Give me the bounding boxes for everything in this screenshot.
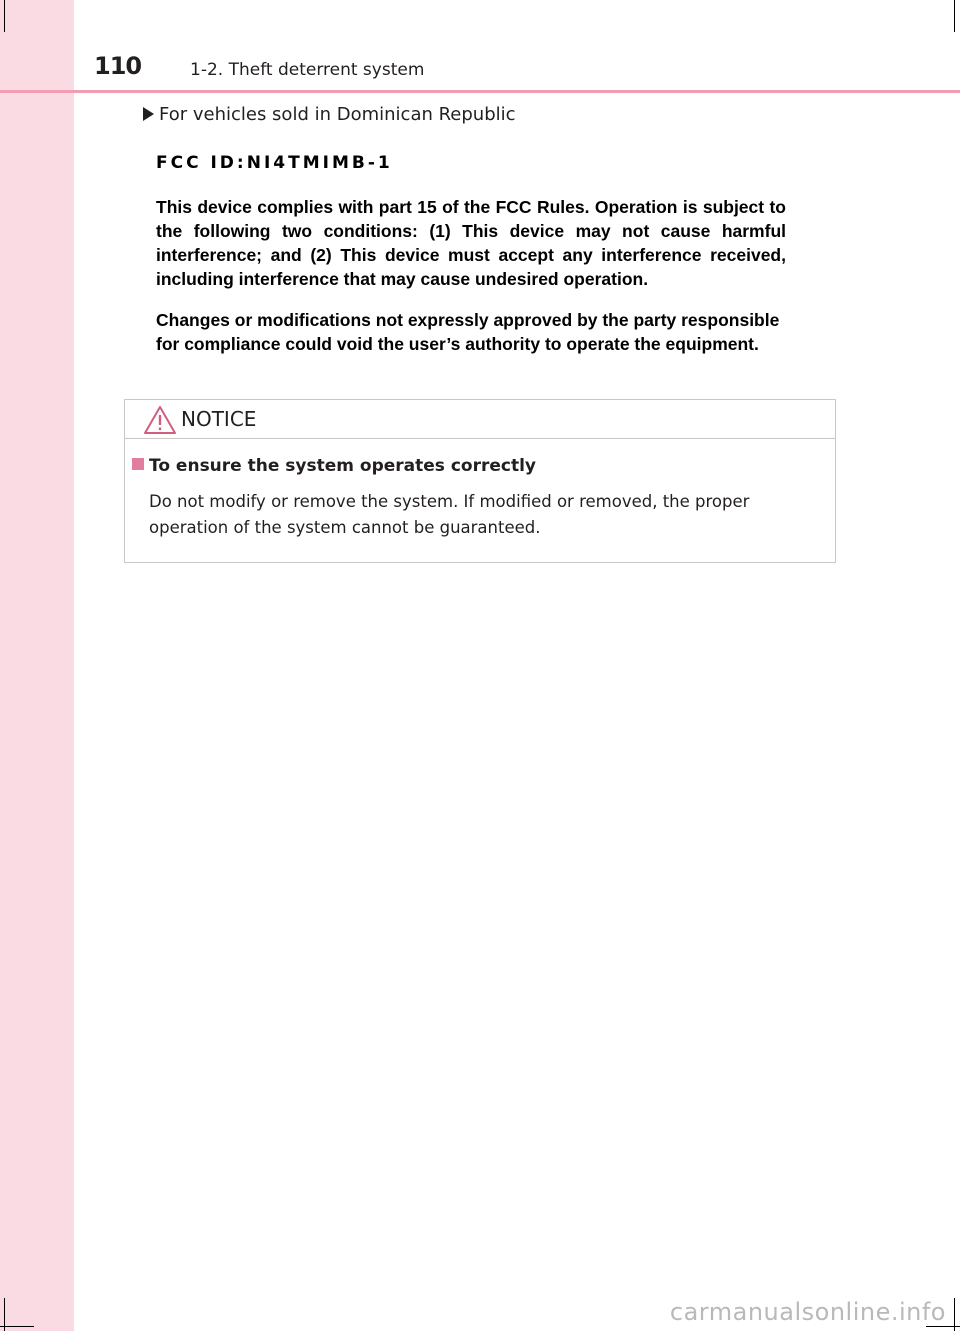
crop-mark bbox=[0, 1326, 34, 1327]
crop-mark bbox=[954, 1298, 955, 1331]
fcc-id: FCC ID:NI4TMIMB-1 bbox=[156, 153, 393, 173]
notice-item-body: Do not modify or remove the system. If modified or removed, the proper operation of the system cannot be guaranteed. bbox=[149, 492, 750, 537]
notice-box bbox=[124, 399, 836, 563]
fcc-modification-paragraph: Changes or modifications not expressly approved by the party responsible for compliance could void the user’s authority to operate the equipment. bbox=[156, 310, 780, 354]
square-bullet-icon bbox=[132, 458, 144, 470]
fcc-compliance-paragraph: This device complies with part 15 of the FCC Rules. Operation is subject to the following two conditions: (1) This device may not cause harmful interference; and (2) This device must accept any interference received, including interference that may cause undesired operation. bbox=[156, 197, 786, 289]
page-number: 110 bbox=[94, 52, 142, 80]
triangle-arrow-icon bbox=[143, 107, 154, 121]
notice-item-title: To ensure the system operates correctly bbox=[149, 456, 536, 476]
notice-item-heading bbox=[132, 456, 536, 476]
crop-mark bbox=[4, 0, 5, 32]
notice-title: NOTICE bbox=[181, 407, 257, 431]
warning-triangle-icon bbox=[143, 405, 177, 435]
sub-heading-text: For vehicles sold in Dominican Republic bbox=[159, 104, 516, 125]
section-title: 1-2. Theft deterrent system bbox=[190, 60, 425, 80]
header-rule bbox=[0, 90, 960, 93]
crop-mark bbox=[954, 0, 955, 32]
notice-header bbox=[125, 400, 835, 439]
crop-mark bbox=[4, 1298, 5, 1331]
left-margin-band bbox=[0, 0, 74, 1331]
watermark: carmanualsonline.info bbox=[669, 1298, 946, 1326]
sub-heading bbox=[143, 104, 516, 125]
